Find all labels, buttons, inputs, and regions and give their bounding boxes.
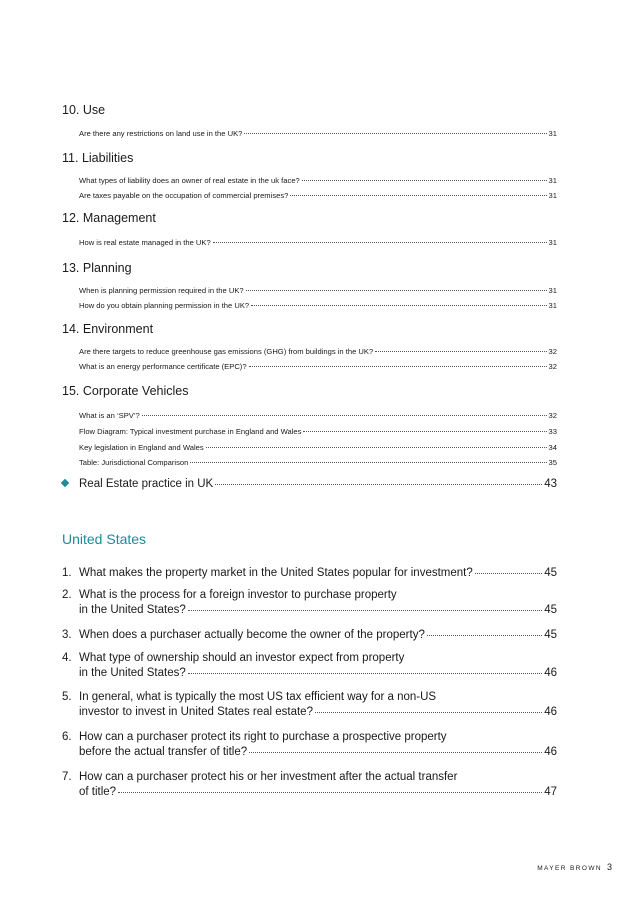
question-text: When does a purchaser actually become the owner of the property?	[79, 629, 425, 641]
question-text: In general, what is typically the most US tax efficient way for a non-US	[79, 691, 437, 703]
section-heading	[62, 261, 132, 275]
leader-dots	[375, 351, 546, 352]
toc-entry-text: How is real estate managed in the UK?	[79, 238, 211, 247]
us-question[interactable]	[62, 566, 557, 581]
question-number: 4.	[62, 652, 72, 664]
leader-dots	[190, 462, 546, 463]
question-page: 46	[544, 746, 557, 758]
question-text: How can a purchaser protect his or her investment after the actual transfer	[79, 771, 458, 783]
toc-entry-text: When is planning permission required in the UK?	[79, 286, 244, 295]
leader-dots	[475, 573, 542, 574]
leader-dots	[249, 366, 547, 367]
question-number: 5.	[62, 691, 72, 703]
question-text: How can a purchaser protect its right to purchase a prospective property	[79, 731, 447, 743]
question-number: 3.	[62, 629, 72, 641]
toc-entry-text: How do you obtain planning permission in the UK?	[79, 301, 250, 310]
toc-entry-page: 32	[548, 347, 557, 356]
leader-dots	[188, 673, 542, 674]
toc-entry-text: Are there targets to reduce greenhouse gas emissions (GHG) from buildings in the UK?	[79, 347, 374, 356]
toc-entry-page: 31	[548, 176, 557, 185]
us-question[interactable]	[62, 690, 557, 720]
leader-dots	[188, 610, 542, 611]
toc-entry-text: What types of liability does an owner of real estate in the uk face?	[79, 176, 300, 185]
leader-dots	[315, 712, 542, 713]
toc-entry[interactable]	[79, 286, 557, 296]
leader-dots	[290, 195, 546, 196]
leader-dots	[206, 447, 547, 448]
us-question[interactable]	[62, 651, 557, 681]
question-text: What is the process for a foreign investor to purchase property	[79, 589, 397, 601]
practice-entry-page: 43	[544, 478, 557, 490]
leader-dots	[244, 133, 546, 134]
question-text: investor to invest in United States real estate?	[79, 706, 313, 718]
question-text: before the actual transfer of title?	[79, 746, 248, 758]
section-number: 15.	[62, 384, 80, 398]
toc-entry-page: 34	[548, 443, 557, 452]
toc-entry-page: 31	[548, 238, 557, 247]
toc-entry-text: What is an ‘SPV’?	[79, 411, 140, 420]
toc-entry[interactable]	[79, 191, 557, 201]
section-number: 11.	[62, 151, 79, 165]
toc-entry[interactable]	[79, 362, 557, 372]
question-page: 45	[544, 604, 557, 616]
question-page: 46	[544, 667, 557, 679]
footer-brand: MAYER BROWN	[537, 865, 602, 872]
toc-entry-text: Are there any restrictions on land use in the UK?	[79, 129, 243, 138]
toc-entry-text: Are taxes payable on the occupation of commercial premises?	[79, 191, 289, 200]
toc-entry[interactable]	[79, 427, 557, 437]
toc-entry[interactable]	[79, 443, 557, 453]
section-number: 13.	[62, 261, 80, 275]
toc-entry[interactable]	[79, 458, 557, 468]
toc-entry-page: 31	[548, 191, 557, 200]
toc-entry-text: Flow Diagram: Typical investment purchase in England and Wales	[79, 427, 302, 436]
page-footer	[537, 862, 612, 872]
section-heading	[62, 211, 156, 225]
toc-entry[interactable]	[79, 238, 557, 248]
section-title: Planning	[82, 261, 132, 275]
section-number: 14.	[62, 322, 80, 336]
leader-dots	[251, 305, 546, 306]
section-title: Environment	[82, 322, 154, 336]
question-text: in the United States?	[79, 667, 186, 679]
section-heading	[62, 103, 105, 117]
question-number: 7.	[62, 771, 72, 783]
question-page: 46	[544, 706, 557, 718]
question-number: 2.	[62, 589, 72, 601]
question-number: 1.	[62, 567, 72, 579]
diamond-bullet-icon	[61, 479, 69, 487]
toc-entry-text: Key legislation in England and Wales	[79, 443, 204, 452]
section-heading	[62, 384, 189, 398]
toc-entry-page: 31	[548, 301, 557, 310]
toc-entry-text: What is an energy performance certificate (EPC)?	[79, 362, 247, 371]
toc-entry[interactable]	[79, 176, 557, 186]
question-page: 45	[544, 629, 557, 641]
question-text: What type of ownership should an investor expect from property	[79, 652, 405, 664]
section-number: 12.	[62, 211, 80, 225]
toc-entry-page: 31	[548, 286, 557, 295]
section-title: Liabilities	[81, 151, 134, 165]
question-text: of title?	[79, 786, 117, 798]
page-number: 3	[606, 862, 612, 872]
toc-entry[interactable]	[79, 129, 557, 139]
leader-dots	[302, 180, 547, 181]
us-question[interactable]	[62, 770, 557, 800]
us-question[interactable]	[62, 588, 557, 618]
leader-dots	[427, 635, 542, 636]
toc-entry-page: 33	[548, 427, 557, 436]
toc-entry-page: 31	[548, 129, 557, 138]
question-page: 47	[544, 786, 557, 798]
toc-entry-text: Table: Jurisdictional Comparison	[79, 458, 189, 467]
toc-entry[interactable]	[79, 347, 557, 357]
toc-entry[interactable]	[79, 411, 557, 421]
section-title: Corporate Vehicles	[82, 384, 189, 398]
section-heading	[62, 151, 133, 165]
section-heading	[62, 322, 153, 336]
question-text: in the United States?	[79, 604, 186, 616]
practice-entry-text: Real Estate practice in UK	[79, 478, 214, 490]
question-number: 6.	[62, 731, 72, 743]
toc-entry[interactable]	[79, 301, 557, 311]
toc-entry-page: 32	[548, 362, 557, 371]
section-title: Use	[82, 103, 106, 117]
section-title: Management	[82, 211, 156, 225]
leader-dots	[213, 242, 547, 243]
leader-dots	[246, 290, 547, 291]
leader-dots	[215, 484, 542, 485]
leader-dots	[249, 752, 542, 753]
leader-dots	[303, 431, 546, 432]
us-question[interactable]	[62, 628, 557, 643]
practice-entry[interactable]	[62, 478, 557, 490]
section-number: 10.	[62, 103, 80, 117]
leader-dots	[118, 792, 542, 793]
us-question[interactable]	[62, 730, 557, 760]
us-section-title: United States	[62, 531, 147, 547]
question-text: What makes the property market in the United States popular for investment?	[79, 567, 473, 579]
toc-entry-page: 35	[548, 458, 557, 467]
toc-entry-page: 32	[548, 411, 557, 420]
leader-dots	[142, 415, 547, 416]
question-page: 45	[544, 567, 557, 579]
